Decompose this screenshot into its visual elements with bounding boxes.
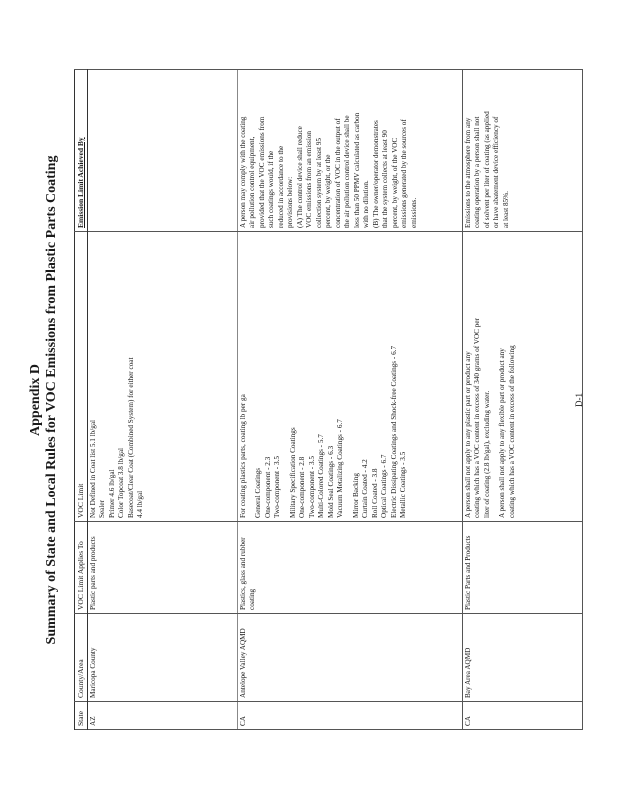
voc-limit-line: Mirror Backing bbox=[351, 473, 360, 518]
voc-limit-line: coating which has a VOC content in excess of 340 grams of VOC per bbox=[473, 318, 481, 518]
col-header-area: County/Area bbox=[75, 614, 88, 702]
cell-applies-to: Plastic parts and products bbox=[87, 522, 237, 614]
voc-rules-table bbox=[74, 69, 583, 730]
emission-limit-line: coating operation by a person shall not bbox=[473, 116, 481, 228]
emission-limit-line: less than 50 PPMV calculated as carbon bbox=[352, 112, 361, 228]
voc-limit-line: Two-component - 3.5 bbox=[307, 456, 316, 518]
table-row bbox=[462, 70, 582, 730]
page-number: D-1 bbox=[574, 393, 584, 407]
voc-limit-line: Basecoat/Clear Coat (Combined System) for either coat bbox=[126, 357, 135, 518]
emission-limit-line: air pollution control equipment, bbox=[248, 136, 256, 228]
emission-limit-line: collection system by at least 95 bbox=[314, 137, 323, 228]
voc-limit-line: 4.4 lb/gal bbox=[136, 490, 144, 518]
appendix-subtitle: Summary of State and Local Rules for VOC Emissions from Plastic Parts Coating bbox=[44, 155, 59, 645]
emission-limit-line: the air pollution control device shall be bbox=[343, 115, 351, 228]
cell-voc-limit bbox=[237, 232, 462, 522]
emission-limit-line: Emissions to the atmosphere from any bbox=[463, 117, 472, 228]
voc-limit-line: Metallic Coatings - 3.5 bbox=[399, 451, 407, 518]
emission-limit-line: reduced in accordance to the bbox=[276, 145, 285, 228]
col-header-state: State bbox=[75, 702, 88, 730]
cell-emission-limit bbox=[87, 70, 237, 232]
cell-area: Antelope Valley AQMD bbox=[237, 614, 462, 702]
emission-limit-line: provisions below: bbox=[286, 176, 294, 228]
emission-limit-line: or have abatement device efficiency of bbox=[492, 116, 500, 228]
table-row bbox=[237, 70, 462, 730]
emission-limit-line: emissions generated by the sources of bbox=[400, 119, 408, 228]
col-header-emission-limit: Emission Limit Achieved By bbox=[75, 70, 88, 232]
voc-limit-line: One-component - 2.8 bbox=[298, 456, 306, 518]
rotated-page bbox=[14, 40, 604, 760]
col-header-applies-to: VOC Limit Applies To bbox=[75, 522, 88, 614]
cell-state: AZ bbox=[87, 702, 237, 730]
appendix-title: Appendix D bbox=[28, 364, 43, 436]
emission-limit-line: (B) The owner/operator demonstrates bbox=[371, 120, 380, 228]
cell-state: CA bbox=[462, 702, 582, 730]
voc-limit-line: Vacuum Metalizing Coatings - 6.7 bbox=[336, 419, 344, 518]
voc-limit-line: Optical Coatings - 6.7 bbox=[380, 454, 388, 518]
cell-voc-limit bbox=[87, 232, 237, 522]
voc-limit-line: Military Specification Coatings bbox=[288, 427, 297, 518]
cell-area: Maricopa County bbox=[87, 614, 237, 702]
cell-emission-limit bbox=[462, 70, 582, 232]
voc-limit-line: A person shall not apply to any plastic part or product any bbox=[463, 351, 472, 518]
cell-emission-limit bbox=[237, 70, 462, 232]
table-row bbox=[87, 70, 237, 730]
emission-limit-line: percent, by weight, of the VOC bbox=[390, 137, 399, 228]
voc-limit-line: Multi-Colored Coatings - 5.7 bbox=[317, 434, 325, 518]
voc-limit-line: coating which has a VOC content in excess of the following bbox=[507, 345, 516, 518]
emission-limit-line: emissions. bbox=[409, 197, 418, 228]
voc-limit-line: For coating plastics parts, coating lb per ga bbox=[238, 394, 247, 518]
emission-limit-line: concentration of VOC in the output of bbox=[333, 118, 342, 228]
voc-limit-line: Mold Seal Coatings - 6.3 bbox=[326, 445, 335, 518]
emission-limit-line: with no dilution. bbox=[362, 180, 370, 228]
emission-limit-line: of solvent per liter of coating (as applied bbox=[482, 111, 491, 228]
emission-limit-line: VOC emissions from an emission bbox=[305, 130, 313, 228]
voc-limit-line: Electric Dissipating Coatings and Shock-free Coatings - 6.7 bbox=[389, 345, 398, 518]
voc-limit-line: Not Defined in Coat list 5.1 lb/gal bbox=[88, 419, 97, 518]
emission-limit-line: (A) The control device shall reduce bbox=[295, 126, 304, 228]
voc-limit-line: A person shall not apply to any flexible part or product any bbox=[498, 348, 506, 518]
cell-applies-to: Plastic Parts and Products bbox=[462, 522, 582, 614]
voc-limit-line: Roll Coated - 3.8 bbox=[370, 468, 379, 518]
table-header-row bbox=[75, 70, 88, 730]
voc-limit-line: Two-component - 3.5 bbox=[273, 456, 281, 518]
cell-area: Bay Area AQMD bbox=[462, 614, 582, 702]
emission-limit-line: provided that the VOC emissions from bbox=[257, 116, 266, 228]
cell-voc-limit bbox=[462, 232, 582, 522]
emission-limit-line: percent, by weight, or the bbox=[324, 154, 332, 228]
voc-limit-line: Primer 4.6 lb/gal bbox=[107, 469, 116, 518]
emission-limit-line: A person may comply with the coating bbox=[238, 116, 247, 228]
voc-limit-line: Color Topcoat 3.8 lb/gal bbox=[117, 447, 125, 518]
voc-limit-line: General Coatings bbox=[254, 467, 262, 518]
voc-limit-line: liter of coating (2.8 lb/gal), excluding water. bbox=[482, 390, 491, 518]
cell-state: CA bbox=[237, 702, 462, 730]
emission-limit-line: such coatings would, if the bbox=[267, 150, 275, 228]
cell-applies-to: Plastics, glass and rubber coating bbox=[237, 522, 462, 614]
voc-limit-line: Curtain Coated - 4.2 bbox=[361, 459, 369, 518]
voc-limit-line: One-component - 2.3 bbox=[263, 456, 272, 518]
voc-limit-line: Sealer bbox=[98, 500, 106, 518]
emission-limit-line: at least 85%. bbox=[501, 191, 510, 228]
col-header-voc-limit: VOC Limit bbox=[75, 232, 88, 522]
emission-limit-line: that the system collects at least 90 bbox=[381, 130, 389, 228]
